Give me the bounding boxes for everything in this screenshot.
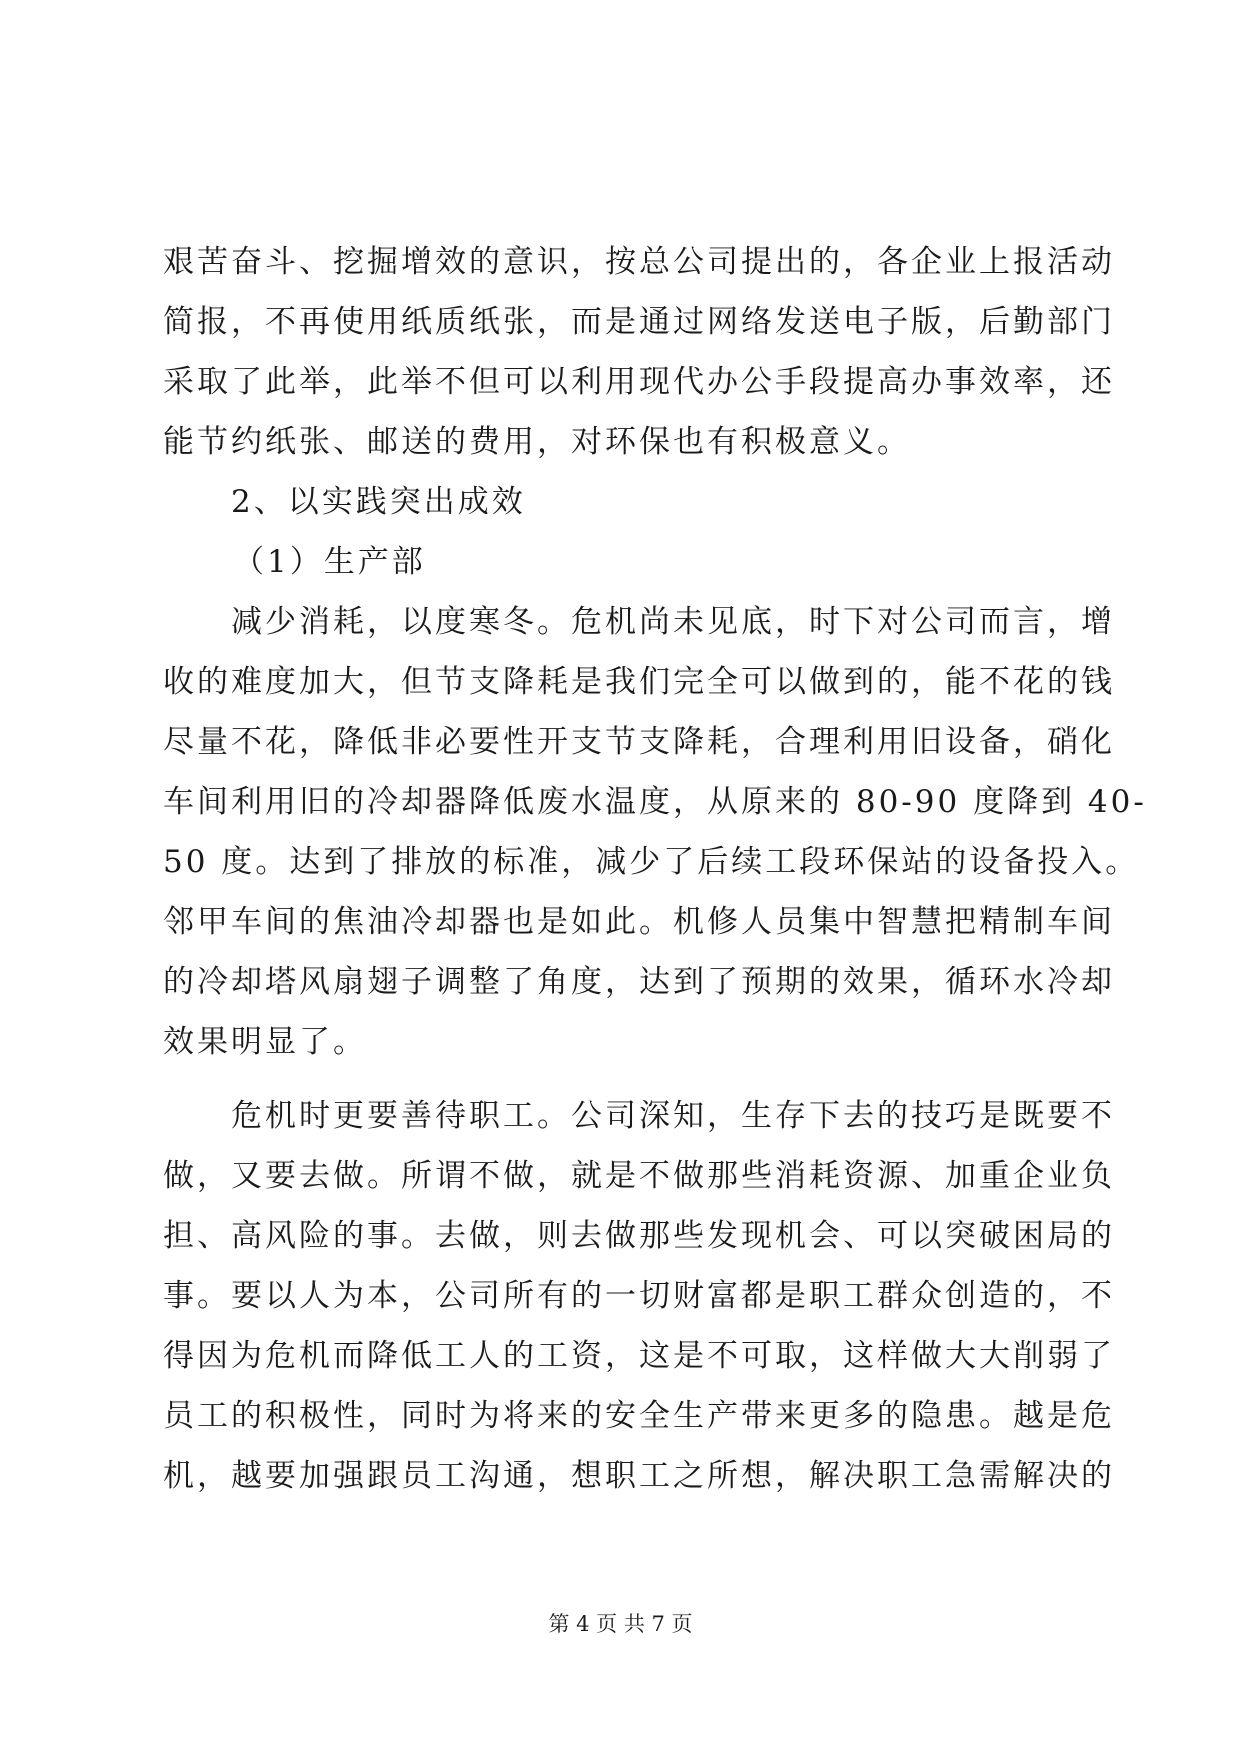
paragraph-line: 减少消耗，以度寒冬。危机尚未见底，时下对公司而言，增 bbox=[231, 604, 1115, 640]
page-footer bbox=[0, 1608, 1241, 1638]
paragraph-line: 员工的积极性，同时为将来的安全生产带来更多的隐患。越是危 bbox=[163, 1398, 1115, 1434]
paragraph-line: 简报，不再使用纸质纸张，而是通过网络发送电子版，后勤部门 bbox=[163, 304, 1115, 340]
paragraph-line: 尽量不花，降低非必要性开支节支降耗，合理利用旧设备，硝化 bbox=[163, 724, 1115, 760]
paragraph-line: 50 度。达到了排放的标准，减少了后续工段环保站的设备投入。 bbox=[163, 844, 1140, 880]
page-number: 第 4 页 共 7 页 bbox=[548, 1612, 693, 1636]
paragraph-line: 车间利用旧的冷却器降低废水温度，从原来的 80-90 度降到 40- bbox=[163, 784, 1147, 820]
paragraph-line: 艰苦奋斗、挖掘增效的意识，按总公司提出的，各企业上报活动 bbox=[163, 244, 1115, 280]
subsection-heading: （1）生产部 bbox=[233, 544, 426, 580]
paragraph-line: 收的难度加大，但节支降耗是我们完全可以做到的，能不花的钱 bbox=[163, 664, 1115, 700]
paragraph-line: 事。要以人为本，公司所有的一切财富都是职工群众创造的，不 bbox=[163, 1278, 1115, 1314]
document-body bbox=[163, 232, 1147, 1506]
paragraph-line: 采取了此举，此举不但可以利用现代办公手段提高办事效率，还 bbox=[163, 364, 1115, 400]
paragraph-line: 机，越要加强跟员工沟通，想职工之所想，解决职工急需解决的 bbox=[163, 1458, 1115, 1494]
paragraph-line: 邻甲车间的焦油冷却器也是如此。机修人员集中智慧把精制车间 bbox=[163, 904, 1115, 940]
paragraph-line: 得因为危机而降低工人的工资，这是不可取，这样做大大削弱了 bbox=[163, 1338, 1115, 1374]
paragraph-line: 效果明显了。 bbox=[163, 1024, 367, 1060]
paragraph-line: 危机时更要善待职工。公司深知，生存下去的技巧是既要不 bbox=[231, 1098, 1115, 1134]
paragraph-line: 的冷却塔风扇翅子调整了角度，达到了预期的效果，循环水冷却 bbox=[163, 964, 1115, 1000]
paragraph-line: 做，又要去做。所谓不做，就是不做那些消耗资源、加重企业负 bbox=[163, 1158, 1115, 1194]
paragraph-line: 担、高风险的事。去做，则去做那些发现机会、可以突破困局的 bbox=[163, 1218, 1115, 1254]
section-heading: 2、以实践突出成效 bbox=[231, 484, 526, 520]
paragraph-line: 能节约纸张、邮送的费用，对环保也有积极意义。 bbox=[163, 424, 911, 460]
